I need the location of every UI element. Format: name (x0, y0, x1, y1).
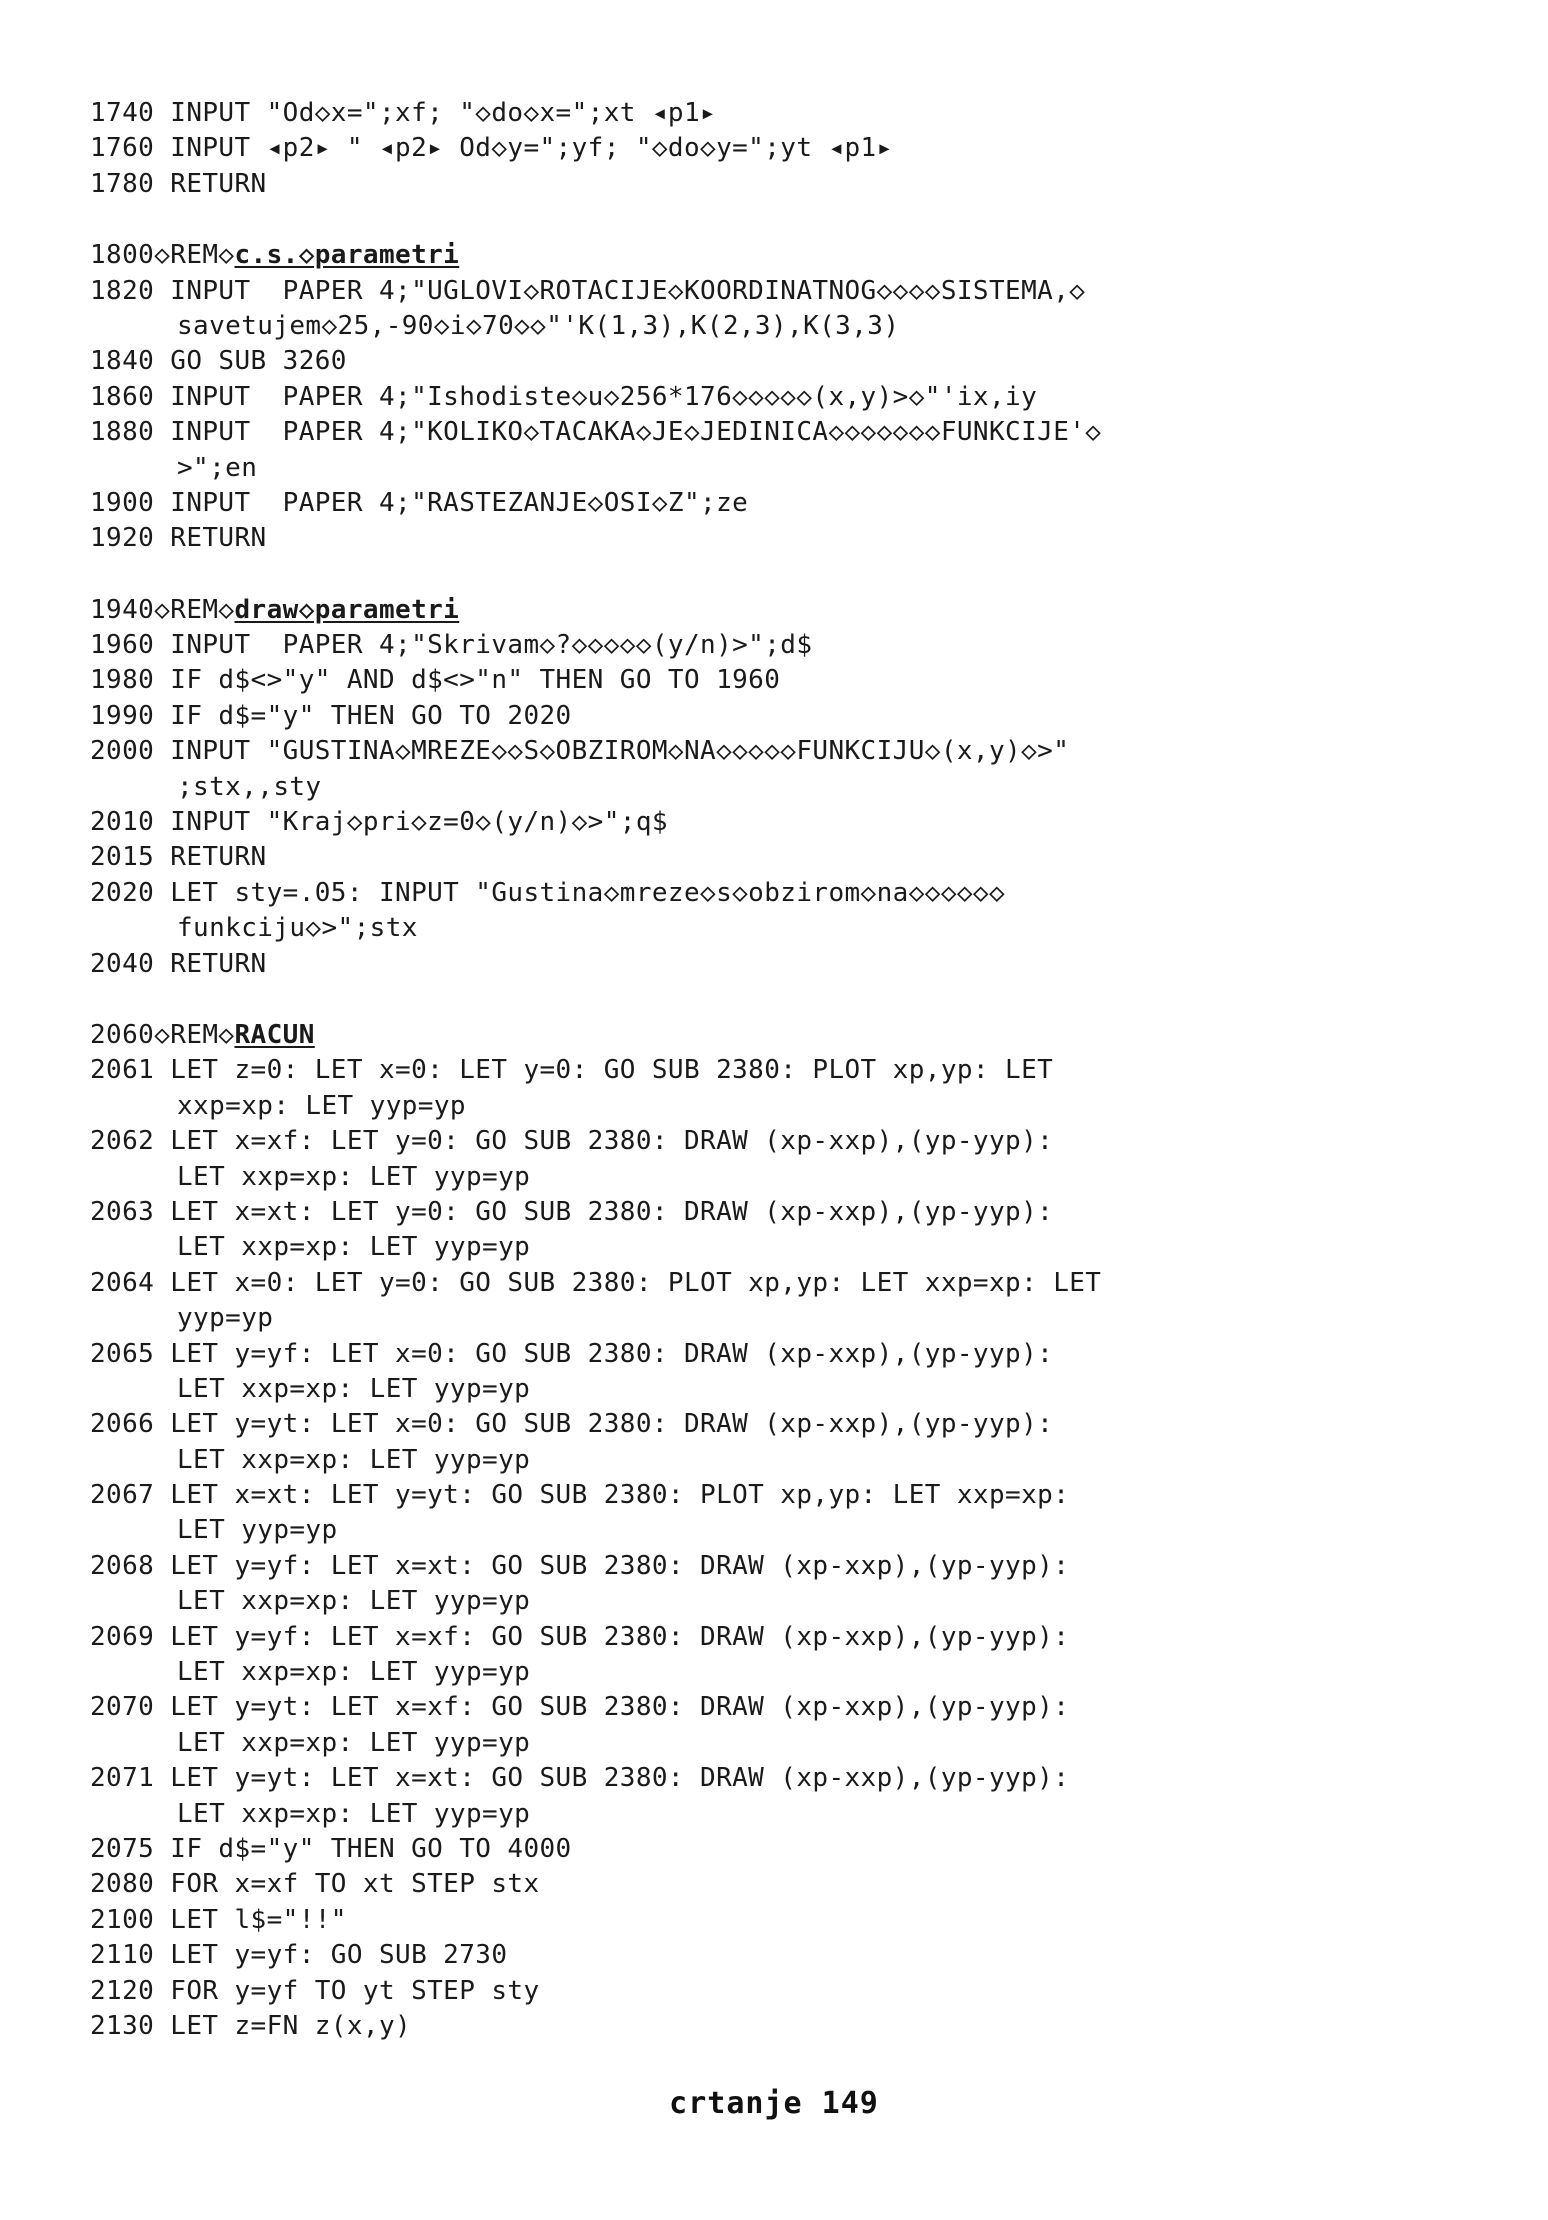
code-continuation-line: ;stx,,sty (177, 771, 322, 802)
code-continuation-line: LET xxp=xp: LET yyp=yp (177, 1727, 531, 1758)
code-line: 1960 INPUT PAPER 4;"Skrivam◇?◇◇◇◇◇(y/n)>";d$ (90, 630, 813, 661)
page-footer: crtanje 149 (669, 2086, 879, 2121)
code-block (90, 238, 1390, 557)
code-line: 2000 INPUT "GUSTINA◇MREZE◇◇S◇OBZIROM◇NA◇◇◇◇◇FUNKCIJU◇(x,y)◇>" (90, 736, 1070, 767)
code-line: 1920 RETURN (90, 523, 267, 554)
code-continuation-line: LET xxp=xp: LET yyp=yp (177, 1232, 531, 1263)
section-heading: draw◇parametri (234, 594, 460, 625)
code-line: 1990 IF d$="y" THEN GO TO 2020 (90, 700, 572, 731)
code-line: 2062 LET x=xf: LET y=0: GO SUB 2380: DRAW (xp-xxp),(yp-yyp): (90, 1126, 1054, 1157)
code-line: 2100 LET l$="!!" (90, 1904, 347, 1935)
code-continuation-line: funkciju◇>";stx (177, 913, 418, 944)
code-continuation-line: yyp=yp (177, 1303, 274, 1334)
code-line: 2068 LET y=yf: LET x=xt: GO SUB 2380: DRAW (xp-xxp),(yp-yyp): (90, 1550, 1070, 1581)
code-line: 1780 RETURN (90, 168, 267, 199)
section-heading-line (90, 1018, 1390, 1053)
code-line: 2069 LET y=yf: LET x=xf: GO SUB 2380: DRAW (xp-xxp),(yp-yyp): (90, 1621, 1070, 1652)
code-line: 1820 INPUT PAPER 4;"UGLOVI◇ROTACIJE◇KOORDINATNOG◇◇◇◇SISTEMA,◇ (90, 275, 1086, 306)
section-heading: RACUN (234, 1019, 315, 1050)
code-continuation-line: LET xxp=xp: LET yyp=yp (177, 1657, 531, 1688)
code-line: 1840 GO SUB 3260 (90, 346, 347, 377)
code-line: 2130 LET z=FN z(x,y) (90, 2010, 412, 2041)
code-continuation-line: LET xxp=xp: LET yyp=yp (177, 1444, 531, 1475)
code-line: 2120 FOR y=yf TO yt STEP sty (90, 1975, 540, 2006)
code-line: 2075 IF d$="y" THEN GO TO 4000 (90, 1833, 572, 1864)
code-line: 2063 LET x=xt: LET y=0: GO SUB 2380: DRAW (xp-xxp),(yp-yyp): (90, 1196, 1054, 1227)
code-continuation-line: LET xxp=xp: LET yyp=yp (177, 1586, 531, 1617)
code-line: 2080 FOR x=xf TO xt STEP stx (90, 1869, 540, 1900)
section-heading: c.s.◇parametri (234, 240, 460, 271)
code-line: 1860 INPUT PAPER 4;"Ishodiste◇u◇256*176◇◇◇◇◇(x,y)>◇"'ix,iy (90, 381, 1038, 412)
code-line: 2015 RETURN (90, 842, 267, 873)
code-block (90, 593, 1390, 982)
code-line: 2061 LET z=0: LET x=0: LET y=0: GO SUB 2380: PLOT xp,yp: LET (90, 1055, 1054, 1086)
code-line: 2070 LET y=yt: LET x=xf: GO SUB 2380: DRAW (xp-xxp),(yp-yyp): (90, 1692, 1070, 1723)
code-line: 2067 LET x=xt: LET y=yt: GO SUB 2380: PLOT xp,yp: LET xxp=xp: (90, 1480, 1070, 1511)
code-line: 2071 LET y=yt: LET x=xt: GO SUB 2380: DRAW (xp-xxp),(yp-yyp): (90, 1763, 1070, 1794)
code-continuation-line: savetujem◇25,-90◇i◇70◇◇"'K(1,3),K(2,3),K(3,3) (177, 310, 900, 341)
section-heading-line (90, 238, 1390, 273)
heading-prefix: 1800◇REM◇ (90, 240, 235, 271)
code-line: 1900 INPUT PAPER 4;"RASTEZANJE◇OSI◇Z";ze (90, 487, 749, 518)
code-line: 1980 IF d$<>"y" AND d$<>"n" THEN GO TO 1960 (90, 665, 781, 696)
code-line: 2066 LET y=yt: LET x=0: GO SUB 2380: DRAW (xp-xxp),(yp-yyp): (90, 1409, 1054, 1440)
code-continuation-line: >";en (177, 452, 258, 483)
heading-prefix: 2060◇REM◇ (90, 1019, 235, 1050)
listing-page (90, 96, 1390, 2080)
code-line: 2064 LET x=0: LET y=0: GO SUB 2380: PLOT xp,yp: LET xxp=xp: LET (90, 1267, 1102, 1298)
code-continuation-line: LET xxp=xp: LET yyp=yp (177, 1798, 531, 1829)
code-block (90, 96, 1390, 202)
heading-prefix: 1940◇REM◇ (90, 594, 235, 625)
code-line: 2020 LET sty=.05: INPUT "Gustina◇mreze◇s◇obzirom◇na◇◇◇◇◇◇ (90, 877, 1006, 908)
code-line: 2065 LET y=yf: LET x=0: GO SUB 2380: DRAW (xp-xxp),(yp-yyp): (90, 1338, 1054, 1369)
code-line: 2010 INPUT "Kraj◇pri◇z=0◇(y/n)◇>";q$ (90, 807, 668, 838)
code-line: 1760 INPUT ◂p2▸ " ◂p2▸ Od◇y=";yf; "◇do◇y=";yt ◂p1▸ (90, 133, 893, 164)
code-continuation-line: xxp=xp: LET yyp=yp (177, 1090, 466, 1121)
code-line: 2110 LET y=yf: GO SUB 2730 (90, 1940, 508, 1971)
code-continuation-line: LET xxp=xp: LET yyp=yp (177, 1161, 531, 1192)
code-line: 1740 INPUT "Od◇x=";xf; "◇do◇x=";xt ◂p1▸ (90, 98, 717, 128)
code-continuation-line: LET yyp=yp (177, 1515, 338, 1546)
code-line: 1880 INPUT PAPER 4;"KOLIKO◇TACAKA◇JE◇JEDINICA◇◇◇◇◇◇◇FUNKCIJE'◇ (90, 417, 1102, 448)
code-block (90, 1018, 1390, 2044)
section-heading-line (90, 593, 1390, 628)
code-line: 2040 RETURN (90, 948, 267, 979)
code-continuation-line: LET xxp=xp: LET yyp=yp (177, 1373, 531, 1404)
